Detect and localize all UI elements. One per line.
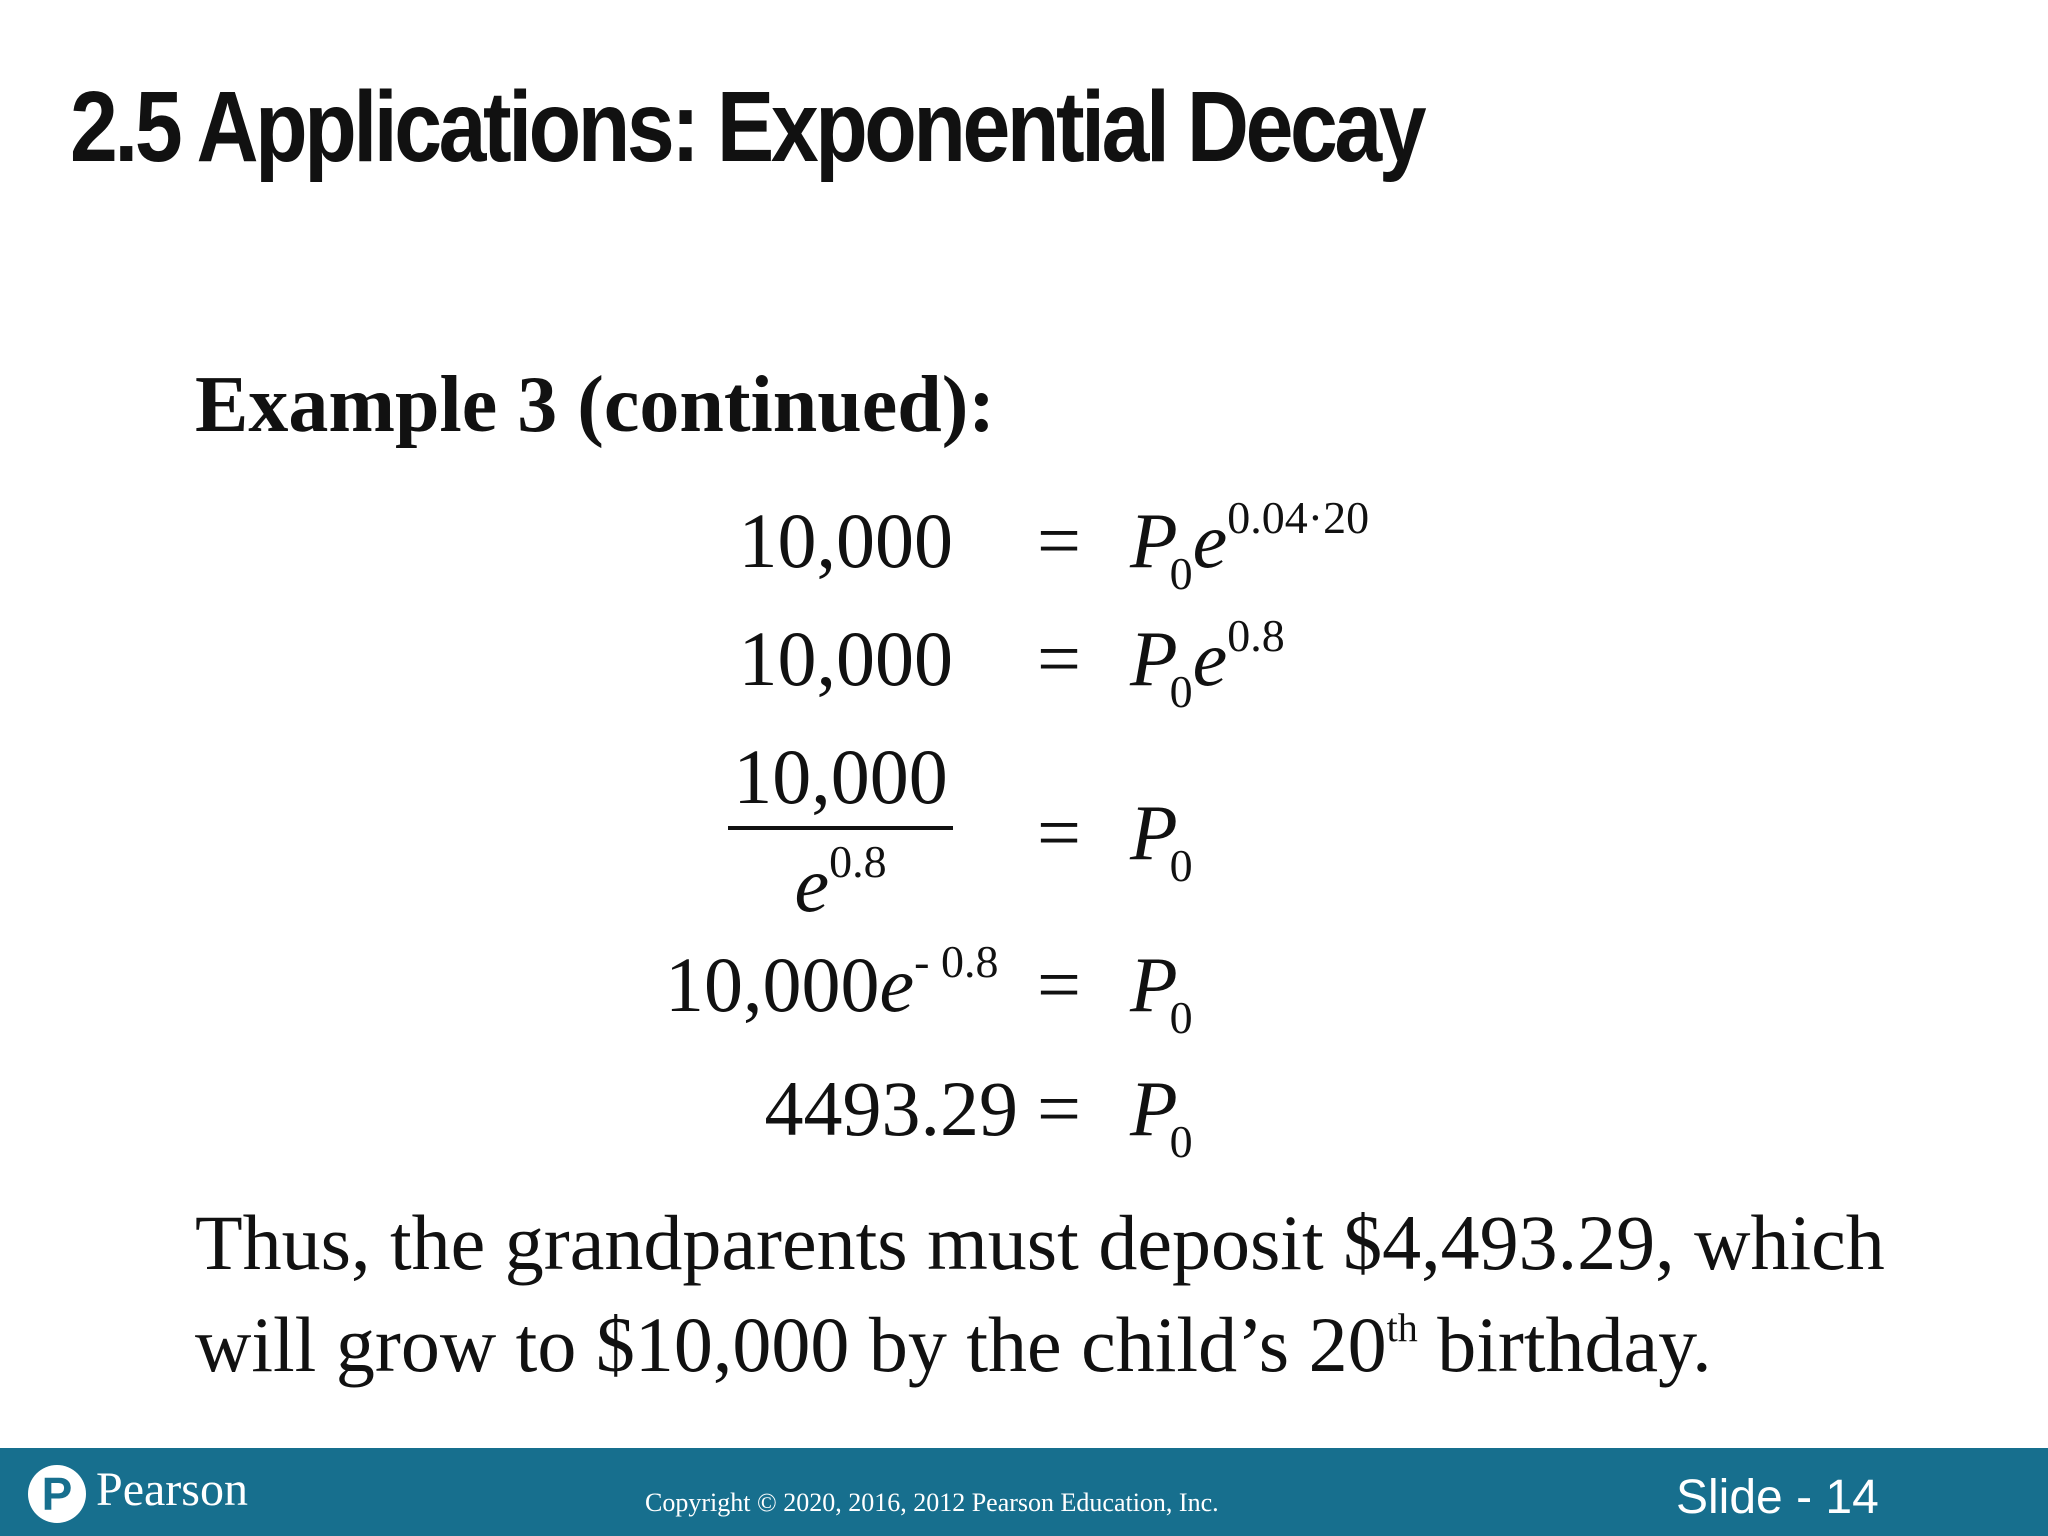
pearson-logo-text: Pearson bbox=[96, 1463, 248, 1516]
equals-sign: = bbox=[1037, 615, 1081, 702]
equation-row-5 bbox=[0, 1065, 2048, 1167]
example-heading: Example 3 (continued): bbox=[195, 361, 995, 449]
equation-2-rhs: $P_0e^{0.8}$ bbox=[1130, 610, 1285, 717]
slide-number: Slide - 14 bbox=[1676, 1471, 1879, 1524]
equals-sign: = bbox=[1037, 941, 1081, 1028]
equals-sign: = bbox=[1037, 789, 1081, 876]
equation-1-lhs: 10,000 bbox=[738, 497, 953, 584]
equation-1-rhs: $P_0e^{0.04\cdot 20}$ bbox=[1130, 492, 1370, 599]
equals-sign: = bbox=[1037, 1065, 1081, 1152]
fraction-bar bbox=[728, 826, 953, 830]
equation-row-3 bbox=[0, 733, 2048, 928]
conclusion-text: Thus, the grandparents must deposit $4,493.29, which will grow to $10,000 by the child’s 20th birthday. bbox=[195, 1199, 1885, 1388]
fraction-denominator: $e^{0.8}$ bbox=[794, 836, 887, 928]
equation-2-lhs: 10,000 bbox=[738, 615, 953, 702]
equals-sign: = bbox=[1037, 497, 1081, 584]
copyright-notice: Copyright © 2020, 2016, 2012 Pearson Education, Inc. bbox=[645, 1488, 1219, 1517]
equation-row-4 bbox=[0, 936, 2048, 1043]
footer-bar bbox=[0, 1448, 2048, 1536]
equation-row-1 bbox=[0, 492, 2048, 599]
equation-3-rhs: $P_0$ bbox=[1130, 789, 1193, 891]
pearson-logo bbox=[28, 1462, 248, 1523]
equation-row-2 bbox=[0, 610, 2048, 717]
equation-4-lhs: $10,000e^{- 0.8}$ bbox=[665, 936, 999, 1028]
equation-4-rhs: $P_0$ bbox=[1130, 941, 1193, 1043]
slide-title: 2.5 Applications: Exponential Decay bbox=[70, 71, 1424, 183]
fraction-numerator: 10,000 bbox=[733, 733, 948, 820]
equation-5-rhs: $P_0$ bbox=[1130, 1065, 1193, 1167]
equation-5-lhs: 4493.29 bbox=[764, 1065, 1018, 1152]
pearson-logo-icon: P bbox=[28, 1465, 86, 1523]
